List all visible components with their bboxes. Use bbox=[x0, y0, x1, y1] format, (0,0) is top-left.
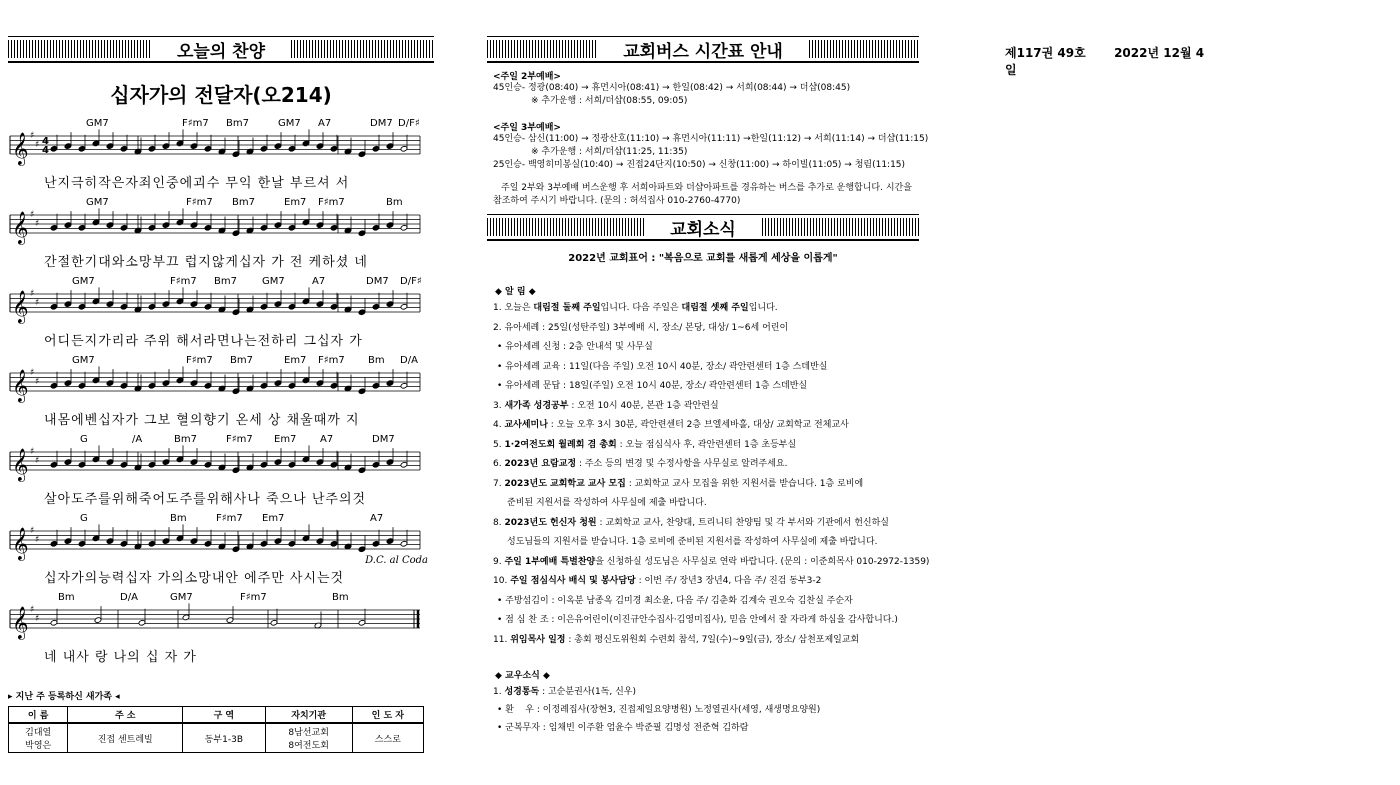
chord-symbol: Bm7 bbox=[226, 118, 249, 129]
notice-item: • 환 우 : 이정례집사(장현3, 진접제일요양병원) 노정열권사(세영, 새생명요양원) bbox=[497, 705, 821, 715]
svg-text:♯: ♯ bbox=[30, 368, 35, 378]
notice-item: 4. 교사세미나 : 오늘 오후 3시 30분, 곽안련센터 2층 브엘세바홀, 대상/ 교회학교 전체교사 bbox=[493, 420, 849, 430]
chord-symbol: D/F♯ bbox=[400, 276, 422, 287]
notice-item: • 군복무자 : 임채빈 이주환 엄윤수 박준필 김명성 전준혁 김하람 bbox=[497, 723, 749, 733]
chord-symbol: Bm bbox=[386, 197, 403, 208]
notice-item: 준비된 지원서를 작성하여 사무실에 제출 바랍니다. bbox=[507, 498, 707, 508]
news-banner-title: 교회소식 bbox=[670, 219, 736, 240]
chord-symbol: F♯m7 bbox=[182, 118, 209, 129]
chord-symbol: G bbox=[80, 513, 88, 524]
chord-symbol: Em7 bbox=[274, 434, 297, 445]
coda-mark: D.C. al Coda bbox=[365, 555, 428, 566]
sheet-music bbox=[8, 118, 434, 675]
svg-text:♯: ♯ bbox=[35, 614, 40, 624]
chord-symbol: /A bbox=[132, 434, 143, 445]
treble-clef-icon: 𝄞 bbox=[12, 369, 29, 402]
chord-symbol: DM7 bbox=[366, 276, 389, 287]
chord-symbol: Bm bbox=[58, 592, 75, 603]
table-cell: 진접 센트레빌 bbox=[68, 723, 183, 753]
music-system bbox=[8, 118, 434, 201]
music-system bbox=[8, 592, 434, 675]
staff bbox=[8, 122, 424, 172]
bus-banner-title: 교회버스 시간표 안내 bbox=[623, 41, 783, 62]
notice-item: 7. 2023년도 교회학교 교사 모집 : 교회학교 교사 모집을 위한 지원서를 받습니다. 1층 로비에 bbox=[493, 478, 864, 489]
lyrics-line: 십자가의능력십자 가의소망내안 에주만 사시는것 bbox=[44, 571, 345, 586]
chord-symbol: A7 bbox=[312, 276, 326, 287]
music-system bbox=[8, 434, 434, 517]
notice-item: • 유아세례 신청 : 2층 안내석 및 사무실 bbox=[497, 342, 653, 352]
svg-text:♯: ♯ bbox=[35, 535, 40, 545]
table-header: 인 도 자 bbox=[352, 707, 423, 724]
chord-symbol: Bm7 bbox=[214, 276, 237, 287]
table-header: 주 소 bbox=[68, 707, 183, 724]
svg-text:♯: ♯ bbox=[30, 131, 35, 141]
chord-symbol: Bm bbox=[368, 355, 385, 366]
chord-symbol: GM7 bbox=[86, 118, 109, 129]
svg-text:♯: ♯ bbox=[35, 377, 40, 387]
staff bbox=[8, 517, 424, 567]
notice-item: 8. 2023년도 헌신자 청원 : 교회학교 교사, 찬양대, 트리니티 찬양팀 및 각 부서와 기관에서 헌신하실 bbox=[493, 517, 889, 528]
chord-symbol: GM7 bbox=[86, 197, 109, 208]
chord-symbol: D/F♯ bbox=[398, 118, 420, 129]
chord-symbol: A7 bbox=[318, 118, 332, 129]
chord-symbol: GM7 bbox=[72, 276, 95, 287]
banner-hatch-left bbox=[8, 40, 151, 58]
chord-symbol: Em7 bbox=[284, 355, 307, 366]
chord-symbol: G bbox=[80, 434, 88, 445]
bus-route-line: ※ 추가운행 : 서희/더샵(08:55, 09:05) bbox=[531, 96, 688, 106]
music-system bbox=[8, 513, 434, 596]
chord-symbol: Bm7 bbox=[230, 355, 253, 366]
treble-clef-icon: 𝄞 bbox=[12, 448, 29, 481]
lyrics-line: 간절한기대와소망부끄 럽지않게십자 가 전 케하셨 네 bbox=[44, 255, 368, 270]
bus-route-line: ※ 추가운행 : 서희/더샵(11:25, 11:35) bbox=[531, 147, 688, 157]
registration-table bbox=[8, 706, 424, 753]
lyrics-line: 어디든지가리라 주위 해서라면나는전하리 그십자 가 bbox=[44, 334, 363, 349]
svg-text:♯: ♯ bbox=[35, 140, 40, 150]
lyrics-line: 네 내사 랑 나의 십 자 가 bbox=[44, 650, 197, 665]
table-cell: 스스로 bbox=[352, 723, 423, 753]
chord-symbol: GM7 bbox=[278, 118, 301, 129]
chord-symbol: DM7 bbox=[370, 118, 393, 129]
svg-text:♯: ♯ bbox=[30, 289, 35, 299]
lyrics-line: 난지극히작은자죄인중에괴수 무익 한날 부르셔 서 bbox=[44, 176, 350, 191]
lyrics-line: 살아도주를위해죽어도주를위해사나 죽으나 난주의것 bbox=[44, 492, 367, 507]
bus-section-heading: <주일 2부예배> bbox=[493, 72, 561, 82]
staff bbox=[8, 359, 424, 409]
notice-item: 10. 주일 점심식사 배식 및 봉사담당 : 이번 주/ 장년3 장년4, 다음 주/ 진검 동부3-2 bbox=[493, 576, 822, 586]
notice-heading: ◆ 알 림 ◆ bbox=[495, 287, 536, 297]
notice-item: 성도님들의 지원서를 받습니다. 1층 로비에 준비된 지원서를 작성하여 사무실에 제출 바랍니다. bbox=[507, 537, 878, 547]
banner-hatch-right bbox=[291, 40, 434, 58]
treble-clef-icon: 𝄞 bbox=[12, 606, 29, 639]
notice-item: 1. 오늘은 대림절 둘째 주일입니다. 다음 주일은 대림절 셋째 주일입니다. bbox=[493, 303, 778, 313]
chord-symbol: D/A bbox=[120, 592, 138, 603]
notice-list bbox=[487, 299, 930, 650]
chord-symbol: F♯m7 bbox=[318, 355, 345, 366]
banner-hatch-left bbox=[487, 40, 597, 58]
banner-hatch-right bbox=[809, 40, 919, 58]
music-system bbox=[8, 197, 434, 280]
news-banner bbox=[487, 214, 919, 241]
bus-schedule bbox=[487, 69, 929, 172]
chord-symbol: Em7 bbox=[284, 197, 307, 208]
chord-symbol: DM7 bbox=[372, 434, 395, 445]
bulletin-middle bbox=[487, 36, 930, 737]
notice-item: 9. 주일 1부예배 특별찬양을 신청하실 성도님은 사무실로 연락 바랍니다. (문의 : 이준희목사 010-2972-1359) bbox=[493, 556, 930, 567]
table-header: 자치기관 bbox=[265, 707, 352, 724]
lyrics-line: 내몸에벤십자가 그보 혈의향기 온세 상 채울때까 지 bbox=[44, 413, 360, 428]
chord-symbol: Em7 bbox=[262, 513, 285, 524]
table-header: 구 역 bbox=[183, 707, 266, 724]
banner-hatch-right bbox=[762, 218, 919, 236]
treble-clef-icon: 𝄞 bbox=[12, 132, 29, 165]
svg-text:♯: ♯ bbox=[35, 298, 40, 308]
music-system bbox=[8, 355, 434, 438]
praise-banner-title: 오늘의 찬양 bbox=[176, 41, 266, 62]
staff bbox=[8, 438, 424, 488]
chord-symbol: GM7 bbox=[170, 592, 193, 603]
praise-section bbox=[8, 36, 434, 753]
chord-symbol: F♯m7 bbox=[170, 276, 197, 287]
svg-text:♯: ♯ bbox=[35, 219, 40, 229]
table-cell: 동부1-3B bbox=[183, 723, 266, 753]
staff bbox=[8, 201, 424, 251]
church-motto: 2022년 교회표어 : "복음으로 교회를 새롭게 세상을 이롭게" bbox=[568, 253, 838, 264]
chord-symbol: Bm bbox=[170, 513, 187, 524]
bus-route-line: 45인승- 정광(08:40) → 휴먼시아(08:41) → 한일(08:42) → 서희(08:44) → 더샵(08:45) bbox=[493, 83, 851, 93]
notice-item: 11. 위임목사 일정 : 총회 평신도위원회 수련회 참석, 7일(수)~9일(금), 장소/ 삼천포제일교회 bbox=[493, 634, 860, 645]
treble-clef-icon: 𝄞 bbox=[12, 211, 29, 244]
issue-info bbox=[1005, 44, 1205, 78]
issue-date: 2022년 12월 4일 bbox=[1005, 46, 1205, 77]
song-title: 십자가의 전달자(오214) bbox=[110, 83, 332, 107]
svg-text:♯: ♯ bbox=[30, 526, 35, 536]
staff bbox=[8, 280, 424, 330]
svg-text:4: 4 bbox=[42, 136, 49, 147]
member-news-list bbox=[487, 683, 919, 737]
banner-hatch-left bbox=[487, 218, 644, 236]
chord-symbol: Bm7 bbox=[232, 197, 255, 208]
notice-item: 2. 유아세례 : 25일(성탄주일) 3부예배 시, 장소/ 본당, 대상/ 1~6세 어린이 bbox=[493, 322, 789, 333]
treble-clef-icon: 𝄞 bbox=[12, 527, 29, 560]
chord-symbol: F♯m7 bbox=[240, 592, 267, 603]
notice-item: • 주방섬김이 : 이옥분 남종옥 김미경 최소윤, 다음 주/ 김춘화 김계숙 권오숙 김찬실 주순자 bbox=[497, 595, 853, 606]
chord-symbol: Bm bbox=[332, 592, 349, 603]
bus-note: 주일 2부와 3부예배 버스운행 후 서희아파트와 더샵아파트를 경유하는 버스를 추가로 운행합니다. 시간을 참조하여 주시기 바랍니다. (문의 : 허석집사 010-2760-4770) bbox=[493, 183, 912, 206]
chord-symbol: D/A bbox=[400, 355, 418, 366]
staff bbox=[8, 596, 424, 646]
chord-symbol: F♯m7 bbox=[226, 434, 253, 445]
table-header: 이 름 bbox=[9, 707, 68, 724]
svg-text:♯: ♯ bbox=[30, 447, 35, 457]
bus-banner bbox=[487, 36, 919, 63]
chord-symbol: F♯m7 bbox=[186, 197, 213, 208]
notice-item: • 점 심 찬 조 : 이은유어린이(이진규안수집사·김영미집사), 믿음 안에서 잘 자라게 하심을 감사합니다.) bbox=[497, 615, 898, 625]
chord-symbol: F♯m7 bbox=[318, 197, 345, 208]
table-cell: 김대열 박영은 bbox=[9, 723, 68, 753]
chord-symbol: GM7 bbox=[72, 355, 95, 366]
member-news-heading: ◆ 교우소식 ◆ bbox=[495, 671, 550, 681]
svg-text:♯: ♯ bbox=[35, 456, 40, 466]
chord-symbol: GM7 bbox=[262, 276, 285, 287]
bus-route-line: 25인승- 백영히미봉실(10:40) → 진접24단지(10:50) → 신창(11:00) → 하이빌(11:05) → 청림(11:15) bbox=[493, 160, 906, 170]
issue-number: 제117권 49호 bbox=[1005, 46, 1086, 60]
svg-text:♯: ♯ bbox=[30, 605, 35, 615]
svg-text:♯: ♯ bbox=[30, 210, 35, 220]
notice-item: 6. 2023년 요람교정 : 주소 등의 변경 및 수정사항을 사무실로 알려주세요. bbox=[493, 459, 788, 469]
bus-route-line: 45인승- 삼신(11:00) → 정광산호(11:10) → 휴먼시아(11:11) →한일(11:12) → 서희(11:14) → 더샵(11:15) bbox=[493, 134, 929, 144]
notice-item: 3. 새가족 성경공부 : 오전 10시 40분, 본관 1층 곽안련실 bbox=[493, 400, 719, 411]
bus-section-heading: <주일 3부예배> bbox=[493, 123, 561, 133]
praise-banner bbox=[8, 36, 434, 63]
chord-symbol: F♯m7 bbox=[186, 355, 213, 366]
chord-symbol: A7 bbox=[320, 434, 334, 445]
music-system bbox=[8, 276, 434, 359]
chord-symbol: Bm7 bbox=[174, 434, 197, 445]
notice-item: 1. 성경통독 : 고순분권사(1독, 신우) bbox=[493, 687, 637, 697]
table-cell: 8남선교회 8여전도회 bbox=[265, 723, 352, 753]
chord-symbol: A7 bbox=[370, 513, 384, 524]
treble-clef-icon: 𝄞 bbox=[12, 290, 29, 323]
notice-item: • 유아세례 문답 : 18일(주일) 오전 10시 40분, 장소/ 곽안련센터 1층 스데반실 bbox=[497, 381, 808, 391]
notice-item: 5. 1·2여전도회 월례회 겸 총회 : 오늘 점심식사 후, 곽안련센터 1층 초등부실 bbox=[493, 439, 797, 450]
registration-title: ▸ 지난 주 등록하신 새가족 ◂ bbox=[8, 692, 120, 702]
chord-symbol: F♯m7 bbox=[216, 513, 243, 524]
table-row bbox=[9, 723, 424, 753]
notice-item: • 유아세례 교육 : 11일(다음 주일) 오전 10시 40분, 장소/ 곽안련센터 1층 스데반실 bbox=[497, 361, 828, 372]
svg-text:4: 4 bbox=[42, 145, 49, 156]
